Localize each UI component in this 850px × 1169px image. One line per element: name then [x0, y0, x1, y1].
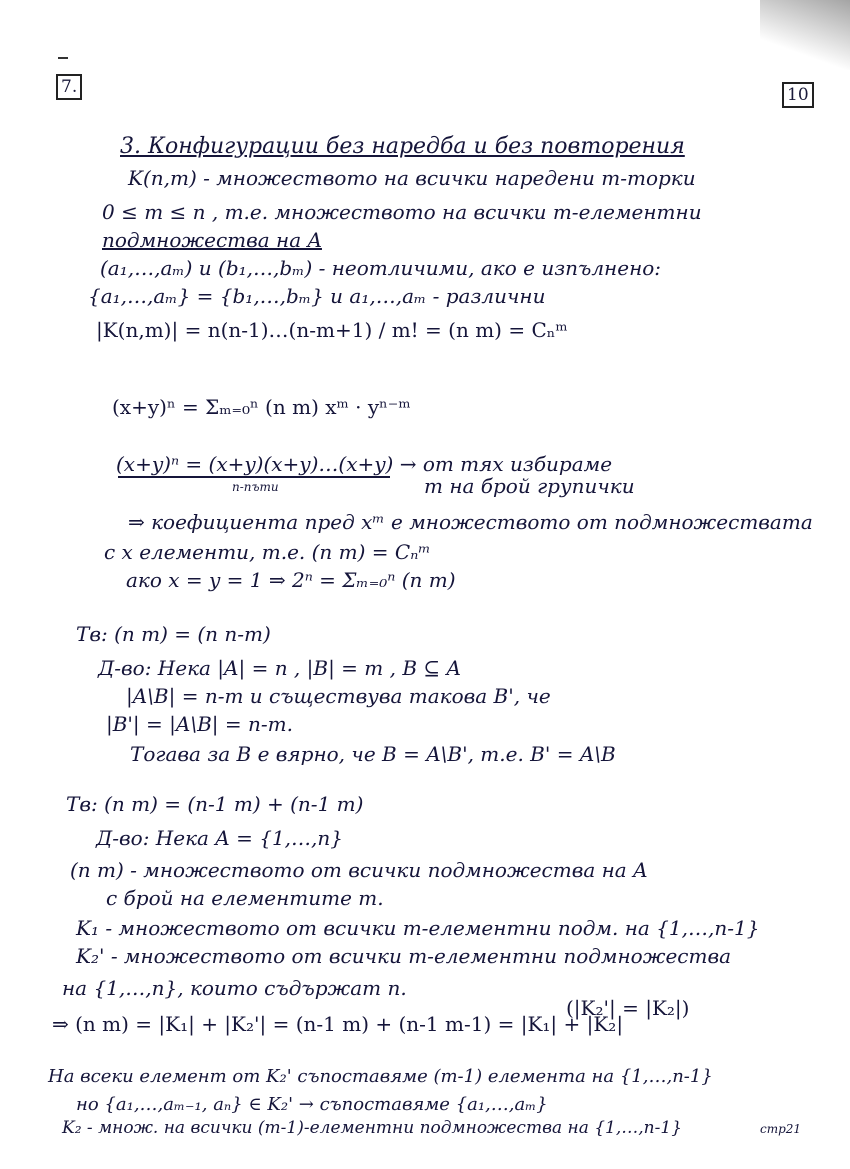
proof-2-line-6: на {1,…,n}, които съдържат n.	[62, 976, 407, 1000]
line-10: с x елементи, т.е. (n m) = Cₙᵐ	[104, 540, 431, 564]
proof-2-line-5: K₂' - множеството от всички m-елементни подмножества	[76, 944, 732, 968]
proof-2-line-1: Д-во: Нека A = {1,…,n}	[96, 826, 343, 850]
page-number-left: 7.	[56, 74, 82, 100]
page-footer: стр21	[760, 1122, 802, 1136]
proof-1-line-4: Тогава за B е вярно, че B = A\B', т.е. B' = A\B	[130, 742, 616, 766]
formula-k-n-m: |K(n,m)| = n(n-1)…(n-m+1) / m! = (n m) = Cₙᵐ	[96, 318, 568, 342]
formula-pascal: ⇒ (n m) = |K₁| + |K₂'| = (n-1 m) + (n-1 m-1) = |K₁| + |K₂|	[52, 1012, 624, 1036]
statement-2: Тв: (n m) = (n-1 m) + (n-1 m)	[66, 792, 364, 816]
formula-binomial: (x+y)ⁿ = Σₘ₌₀ⁿ (n m) xᵐ · yⁿ⁻ᵐ	[112, 395, 411, 419]
proof-2-line-8: но {a₁,…,aₘ₋₁, aₙ} ∈ K₂' → съпоставяме {a₁,…,aₘ}	[76, 1094, 548, 1115]
formula-note: (|K₂'| = |K₂|)	[566, 996, 690, 1020]
line-4: (a₁,…,aₘ) и (b₁,…,bₘ) - неотличими, ако е изпълнено:	[100, 256, 662, 280]
proof-1-line-1: Д-во: Нека |A| = n , |B| = m , B ⊆ A	[98, 656, 461, 680]
line-3: подмножества на A	[102, 228, 322, 252]
underbrace	[118, 476, 390, 478]
page-number-right: 10	[782, 82, 814, 108]
line-1: K(n,m) - множеството на всички наредени m-торки	[128, 166, 696, 190]
line-8: (x+y)ⁿ = (x+y)(x+y)…(x+y) → от тях избираме	[116, 452, 613, 476]
line-5: {a₁,…,aₘ} = {b₁,…,bₘ} и a₁,…,aₘ - различни	[88, 284, 546, 308]
line-2: 0 ≤ m ≤ n , т.е. множеството на всички m-елементни	[102, 200, 702, 224]
line-8-continued: m на брой групички	[424, 474, 635, 498]
section-heading: 3. Конфигурации без наредба и без повторения	[120, 134, 685, 159]
proof-2-line-7: На всеки елемент от K₂' съпоставяме (m-1) елемента на {1,…,n-1}	[48, 1066, 713, 1087]
line-8-label: n-пъти	[232, 480, 279, 494]
proof-1-line-3: |B'| = |A\B| = n-m.	[106, 712, 293, 736]
proof-1-line-2: |A\B| = n-m и съществува такова B', че	[126, 684, 551, 708]
proof-2-line-3: с брой на елементите m.	[106, 886, 384, 910]
proof-2-line-2: (n m) - множеството от всички подмножества на A	[70, 858, 648, 882]
proof-2-line-4: K₁ - множеството от всички m-елементни подм. на {1,…,n-1}	[76, 916, 760, 940]
statement-1: Тв: (n m) = (n n-m)	[76, 622, 271, 646]
line-9: ⇒ коефициента пред xᵐ е множеството от подмножествата	[128, 510, 813, 534]
line-11: ако x = y = 1 ⇒ 2ⁿ = Σₘ₌₀ⁿ (n m)	[126, 568, 456, 592]
proof-2-line-9: K₂ - множ. на всички (m-1)-елементни подмножества на {1,…,n-1}	[62, 1118, 683, 1138]
scan-shadow	[760, 0, 850, 70]
margin-mark	[58, 57, 68, 59]
